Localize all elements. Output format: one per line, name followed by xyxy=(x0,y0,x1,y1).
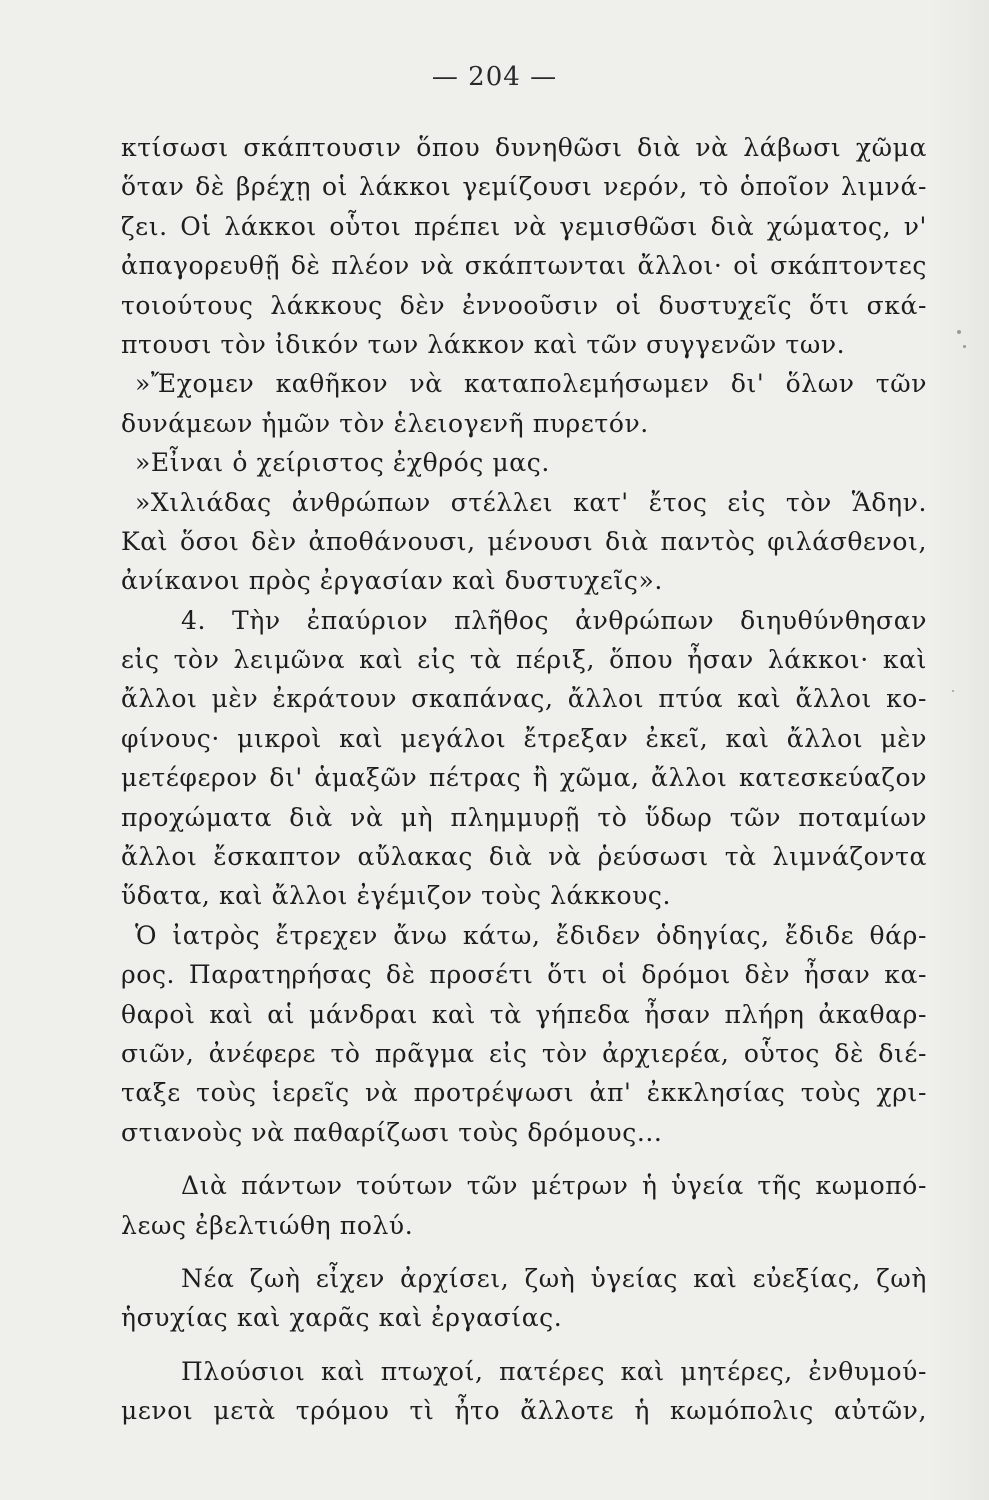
text-line: ζει. Οἱ λάκκοι οὗτοι πρέπει νὰ γεμισθῶσι διὰ χώματος, ν' xyxy=(121,211,927,241)
paper-speck xyxy=(952,690,954,692)
text-line: κτίσωσι σκάπτουσιν ὅπου δυνηθῶσι διὰ νὰ λάβωσι χῶμα xyxy=(121,133,927,162)
text-line: θαροὶ καὶ αἱ μάνδραι καὶ τὰ γήπεδα ἦσαν πλήρη ἀκαθαρ- xyxy=(121,999,927,1029)
text-line: δυνάμεων ἡμῶν τὸν ἑλειογενῆ πυρετόν. xyxy=(121,408,649,438)
paragraph-gap xyxy=(121,1338,927,1352)
text-line: Πλούσιοι καὶ πτωχοί, πατέρες καὶ μητέρες, ἐνθυμού- xyxy=(181,1356,927,1386)
text-line: »Χιλιάδας ἀνθρώπων στέλλει κατ' ἔτος εἰς τὸν Ἅδην. xyxy=(135,487,927,517)
text-line: μενοι μετὰ τρόμου τὶ ἦτο ἄλλοτε ἡ κωμόπολις αὐτῶν, xyxy=(121,1396,927,1426)
text-line: ἡσυχίας καὶ χαρᾶς καὶ ἐργασίας. xyxy=(121,1303,563,1333)
text-line: ἀπαγορευθῇ δὲ πλέον νὰ σκάπτωνται ἄλλοι· οἱ σκάπτοντες xyxy=(121,251,927,281)
text-line: ἄλλοι μὲν ἐκράτουν σκαπάνας, ἄλλοι πτύα καὶ ἄλλοι κο- xyxy=(121,684,927,714)
text-line: ταξε τοὺς ἱερεῖς νὰ προτρέψωσι ἀπ' ἐκκλησίας τοὺς χρι- xyxy=(121,1078,927,1108)
text-line: στιανοὺς νὰ παθαρίζωσι τοὺς δρόμους... xyxy=(121,1117,663,1147)
text-line: Νέα ζωὴ εἶχεν ἀρχίσει, ζωὴ ὑγείας καὶ εὐεξίας, ζωὴ xyxy=(181,1263,927,1293)
text-line: ρος. Παρατηρήσας δὲ προσέτι ὅτι οἱ δρόμοι δὲν ἦσαν κα- xyxy=(121,960,927,990)
paper-speck xyxy=(963,345,966,348)
text-line: σιῶν, ἀνέφερε τὸ πρᾶγμα εἰς τὸν ἀρχιερέα, οὗτος δὲ διέ- xyxy=(121,1038,927,1068)
text-line: εἰς τὸν λειμῶνα καὶ εἰς τὰ πέριξ, ὅπου ἦσαν λάκκοι· καὶ xyxy=(121,645,927,675)
text-line: ἀνίκανοι πρὸς ἐργασίαν καὶ δυστυχεῖς». xyxy=(121,566,663,596)
text-line: 4. Τὴν ἐπαύριον πλῆθος ἀνθρώπων διηυθύνθησαν xyxy=(181,605,927,635)
text-line: Ὁ ἰατρὸς ἔτρεχεν ἄνω κάτω, ἔδιδεν ὁδηγίας, ἔδιδε θάρ- xyxy=(135,920,927,950)
text-line: »Εἶναι ὁ χείριστος ἐχθρός μας. xyxy=(135,448,550,478)
paragraph-gap xyxy=(121,1152,927,1166)
text-line: ὅταν δὲ βρέχῃ οἱ λάκκοι γεμίζουσι νερόν, τὸ ὁποῖον λιμνά- xyxy=(121,172,927,202)
text-line: προχώματα διὰ νὰ μὴ πλημμυρῇ τὸ ὕδωρ τῶν ποταμίων xyxy=(121,802,927,832)
page-number: — 204 — xyxy=(431,62,558,92)
text-line: ἄλλοι ἔσκαπτον αὔλακας διὰ νὰ ῥεύσωσι τὰ λιμνάζοντα xyxy=(121,842,927,872)
text-line: Καὶ ὅσοι δὲν ἀποθάνουσι, μένουσι διὰ παντὸς φιλάσθενοι, xyxy=(121,526,927,556)
text-line: Διὰ πάντων τούτων τῶν μέτρων ἡ ὑγεία τῆς κωμοπό- xyxy=(181,1171,927,1201)
text-line: φίνους· μικροὶ καὶ μεγάλοι ἔτρεξαν ἐκεῖ, καὶ ἄλλοι μὲν xyxy=(121,723,927,753)
text-line: ὕδατα, καὶ ἄλλοι ἐγέμιζον τοὺς λάκκους. xyxy=(121,881,672,911)
text-line: λεως ἐβελτιώθη πολύ. xyxy=(121,1210,414,1240)
page-edge-shadow xyxy=(929,0,989,1500)
text-line: μετέφερον δι' ἁμαξῶν πέτρας ἢ χῶμα, ἄλλοι κατεσκεύαζον xyxy=(121,763,927,793)
text-line: πτουσι τὸν ἰδικόν των λάκκον καὶ τῶν συγγενῶν των. xyxy=(121,329,846,359)
text-line: τοιούτους λάκκους δὲν ἐννοοῦσιν οἱ δυστυχεῖς ὅτι σκά- xyxy=(121,290,927,320)
body-text xyxy=(121,128,927,1431)
paper-speck xyxy=(957,330,961,334)
paragraph-gap xyxy=(121,1245,927,1259)
text-line: »Ἔχομεν καθῆκον νὰ καταπολεμήσωμεν δι' ὅλων τῶν xyxy=(135,369,927,399)
